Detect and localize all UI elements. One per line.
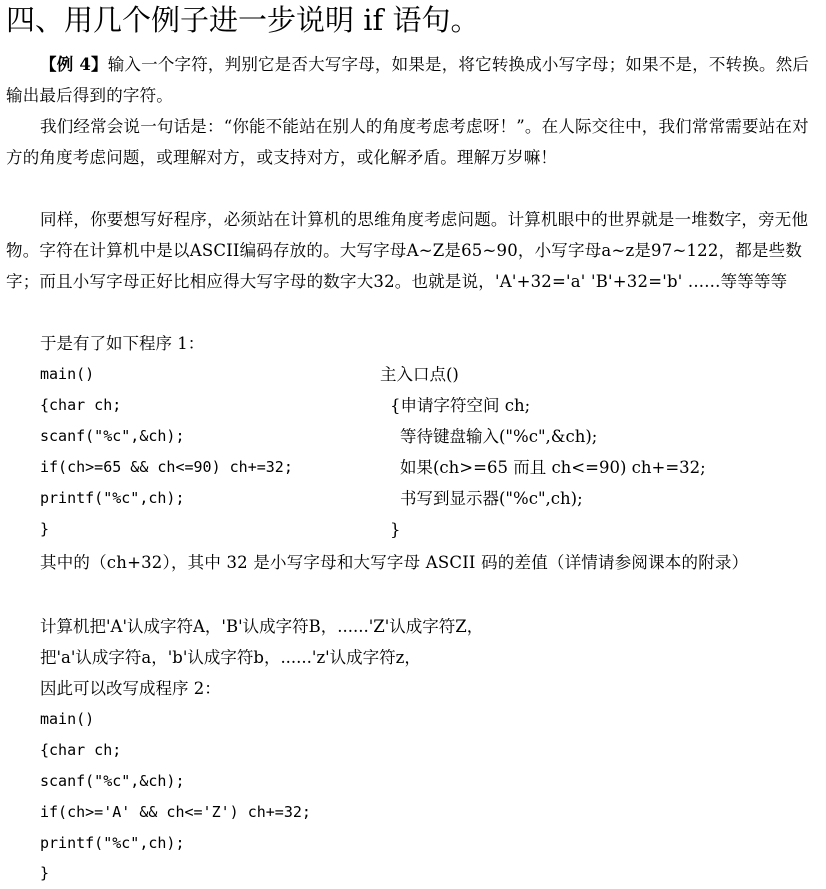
program-2-code-line: }: [40, 864, 50, 882]
example-label: 【例 4】: [40, 55, 108, 74]
program-1-gloss-line: 书写到显示器("%c",ch);: [400, 489, 583, 508]
difference-paragraph: 其中的（ch+32），其中 32 是小写字母和大写字母 ASCII 码的差值（详情请参阅课本的附录）: [40, 553, 749, 572]
program-2-intro: 因此可以改写成程序 2：: [40, 679, 221, 698]
program-1-intro: 于是有了如下程序 1：: [40, 334, 205, 353]
section-title: 四、用几个例子进一步说明 if 语句。: [6, 3, 480, 37]
program-2-code-line: if(ch>='A' && ch<='Z') ch+=32;: [40, 803, 311, 821]
uppercase-mapping-line: 计算机把'A'认成字符A，'B'认成字符B，......'Z'认成字符Z，: [40, 617, 484, 636]
program-1-code-line: main(): [40, 365, 95, 383]
example-text: 输入一个字符，判别它是否大写字母，如果是，将它转换成小写字母；如果不是，不转换。然后输出最后得到的字符。: [6, 55, 810, 105]
program-2-code-line: printf("%c",ch);: [40, 834, 185, 852]
program-1-code-line: {char ch;: [40, 396, 122, 414]
program-1-code-line: printf("%c",ch);: [40, 489, 185, 507]
program-1-code-line: }: [40, 520, 50, 538]
program-2-code-line: {char ch;: [40, 741, 122, 759]
program-1-gloss-line: {申请字符空间 ch;: [390, 396, 531, 415]
example-4-paragraph: [6, 49, 820, 111]
lowercase-mapping-line: 把'a'认成字符a，'b'认成字符b，......'z'认成字符z，: [40, 648, 421, 667]
program-1-gloss-line: 等待键盘输入("%c",&ch);: [400, 427, 598, 446]
program-2-code-line: scanf("%c",&ch);: [40, 772, 185, 790]
empathy-paragraph: 我们经常会说一句话是：“你能不能站在别人的角度考虑考虑呀！”。在人际交往中，我们常常需要站在对方的角度考虑问题，或理解对方，或支持对方，或化解矛盾。理解万岁嘛！: [6, 117, 809, 167]
program-1-gloss-line: }: [390, 520, 401, 539]
program-1-code-line: if(ch>=65 && ch<=90) ch+=32;: [40, 458, 293, 476]
program-1-code-line: scanf("%c",&ch);: [40, 427, 185, 445]
program-1-gloss-line: 主入口点(): [380, 365, 459, 384]
program-1-gloss-line: 如果(ch>=65 而且 ch<=90) ch+=32;: [400, 458, 706, 477]
ascii-paragraph: 同样，你要想写好程序，必须站在计算机的思维角度考虑问题。计算机眼中的世界就是一堆数字，旁无他物。字符在计算机中是以ASCII编码存放的。大写字母A~Z是65~90，小写字母a~z是97~122，都是些数字；而且小写字母正好比相应得大写字母的数字大32。也就是说，'A'+32='a' 'B'+32='b' ......等等等等: [6, 210, 809, 291]
program-2-code-line: main(): [40, 710, 95, 728]
